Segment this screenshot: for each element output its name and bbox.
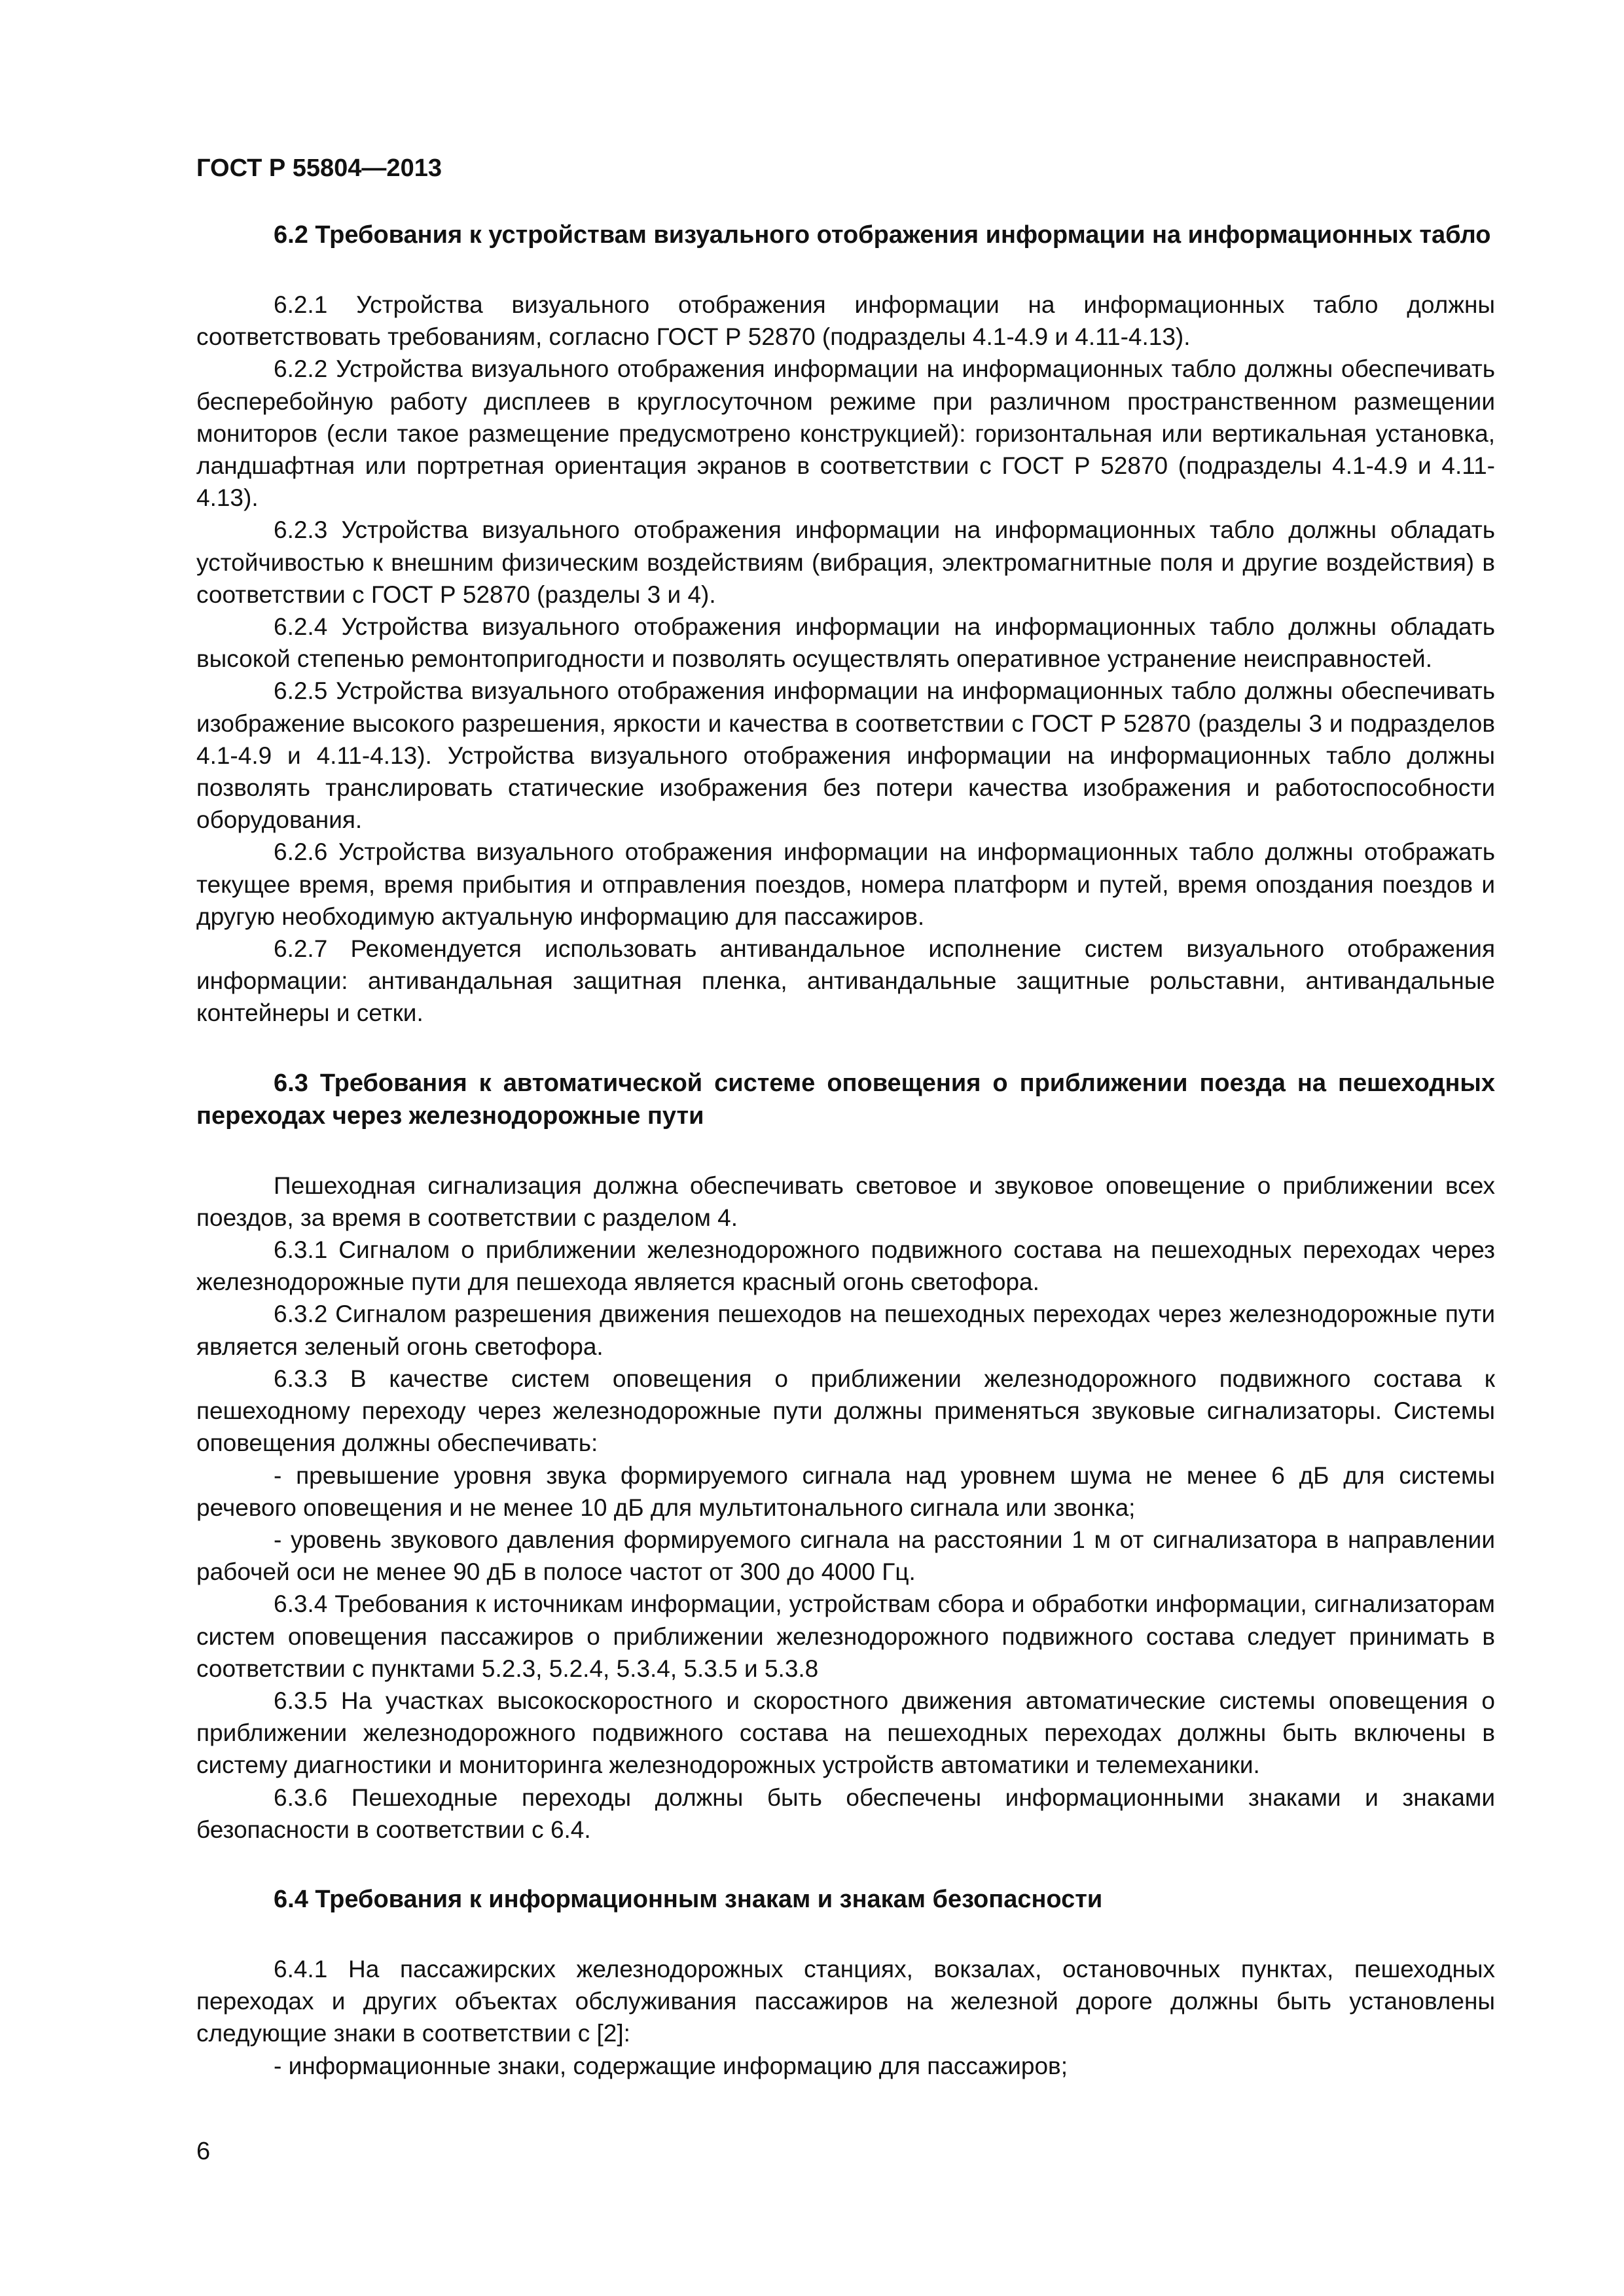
paragraph-6-2-5: 6.2.5 Устройства визуального отображения информации на информационных табло должны обеспечивать изображение высокого разрешения, яркости и качества в соответствии с ГОСТ Р 52870 (разделы 3 и подразделов 4.1-4.9 и 4.11-4.13). Устройства визуального отображения информации на информационных табло должны позволять транслировать статические изображения без потери качества изображения и работоспособности оборудования. bbox=[196, 677, 1495, 834]
section-heading-6-2: 6.2 Требования к устройствам визуального отображения информации на информационных табло bbox=[274, 221, 1491, 249]
page-number: 6 bbox=[196, 2138, 211, 2165]
list-item-sound-level: - превышение уровня звука формируемого сигнала над уровнем шума не менее 6 дБ для системы речевого оповещения и не менее 10 дБ для мультитонального сигнала или звонка; bbox=[196, 1462, 1495, 1521]
paragraph-6-2-6: 6.2.6 Устройства визуального отображения информации на информационных табло должны отображать текущее время, время прибытия и отправления поездов, номера платформ и путей, время опоздания поездов и другую необходимую актуальную информацию для пассажиров. bbox=[196, 838, 1495, 930]
document-page bbox=[196, 152, 1495, 2082]
list-item-information-signs: - информационные знаки, содержащие информацию для пассажиров; bbox=[274, 2052, 1068, 2079]
section-heading-6-4: 6.4 Требования к информационным знакам и знакам безопасности bbox=[274, 1885, 1103, 1913]
list-item-sound-pressure: - уровень звукового давления формируемого сигнала на расстоянии 1 м от сигнализатора в направлении рабочей оси не менее 90 дБ в полосе частот от 300 до 4000 Гц. bbox=[196, 1526, 1495, 1586]
paragraph-6-2-4: 6.2.4 Устройства визуального отображения информации на информационных табло должны обладать высокой степенью ремонтопригодности и позволять осуществлять оперативное устранение неисправностей. bbox=[196, 613, 1495, 673]
paragraph-6-3-4: 6.3.4 Требования к источникам информации, устройствам сбора и обработки информации, сигнализаторам систем оповещения пассажиров о приближении железнодорожного подвижного состава следует принимать в соответствии с пунктами 5.2.3, 5.2.4, 5.3.4, 5.3.5 и 5.3.8 bbox=[196, 1590, 1495, 1682]
paragraph-6-3-1: 6.3.1 Сигналом о приближении железнодорожного подвижного состава на пешеходных переходах через железнодорожные пути для пешехода является красный огонь светофора. bbox=[196, 1236, 1495, 1296]
paragraph-6-3-intro: Пешеходная сигнализация должна обеспечивать световое и звуковое оповещение о приближении всех поездов, за время в соответствии с разделом 4. bbox=[196, 1172, 1495, 1231]
paragraph-6-3-2: 6.3.2 Сигналом разрешения движения пешеходов на пешеходных переходах через железнодорожные пути является зеленый огонь светофора. bbox=[196, 1300, 1495, 1360]
standard-id-header: ГОСТ Р 55804—2013 bbox=[196, 154, 442, 182]
paragraph-6-2-7: 6.2.7 Рекомендуется использовать антивандальное исполнение систем визуального отображения информации: антивандальная защитная пленка, антивандальные защитные рольставни, антивандальные контейнеры и сетки. bbox=[196, 935, 1495, 1027]
paragraph-6-2-2: 6.2.2 Устройства визуального отображения информации на информационных табло должны обеспечивать бесперебойную работу дисплеев в круглосуточном режиме при различном пространственном размещении мониторов (если такое размещение предусмотрено конструкцией): горизонтальная или вертикальная установка, ландшафтная или портретная ориентация экранов в соответствии с ГОСТ Р 52870 (подразделы 4.1-4.9 и 4.11-4.13). bbox=[196, 355, 1495, 512]
paragraph-6-3-3: 6.3.3 В качестве систем оповещения о приближении железнодорожного подвижного состава к пешеходному переходу через железнодорожные пути должны применяться звуковые сигнализаторы. Системы оповещения должны обеспечивать: bbox=[196, 1365, 1495, 1457]
paragraph-6-3-6: 6.3.6 Пешеходные переходы должны быть обеспечены информационными знаками и знаками безопасности в соответствии с 6.4. bbox=[196, 1784, 1495, 1843]
section-heading-6-3: 6.3 Требования к автоматической системе оповещения о приближении поезда на пешеходных переходах через железнодорожные пути bbox=[196, 1069, 1495, 1130]
paragraph-6-3-5: 6.3.5 На участках высокоскоростного и скоростного движения автоматические системы оповещения о приближении железнодорожного подвижного состава на пешеходных переходах должны быть включены в систему диагностики и мониторинга железнодорожных устройств автоматики и телемеханики. bbox=[196, 1687, 1495, 1779]
paragraph-6-4-1: 6.4.1 На пассажирских железнодорожных станциях, вокзалах, остановочных пунктах, пешеходных переходах и других объектах обслуживания пассажиров на железной дороге должны быть установлены следующие знаки в соответствии с [2]: bbox=[196, 1955, 1495, 2047]
paragraph-6-2-1: 6.2.1 Устройства визуального отображения информации на информационных табло должны соответствовать требованиям, согласно ГОСТ Р 52870 (подразделы 4.1-4.9 и 4.11-4.13). bbox=[196, 291, 1495, 351]
paragraph-6-2-3: 6.2.3 Устройства визуального отображения информации на информационных табло должны обладать устойчивостью к внешним физическим воздействиям (вибрация, электромагнитные поля и другие воздействия) в соответствии с ГОСТ Р 52870 (разделы 3 и 4). bbox=[196, 516, 1495, 608]
